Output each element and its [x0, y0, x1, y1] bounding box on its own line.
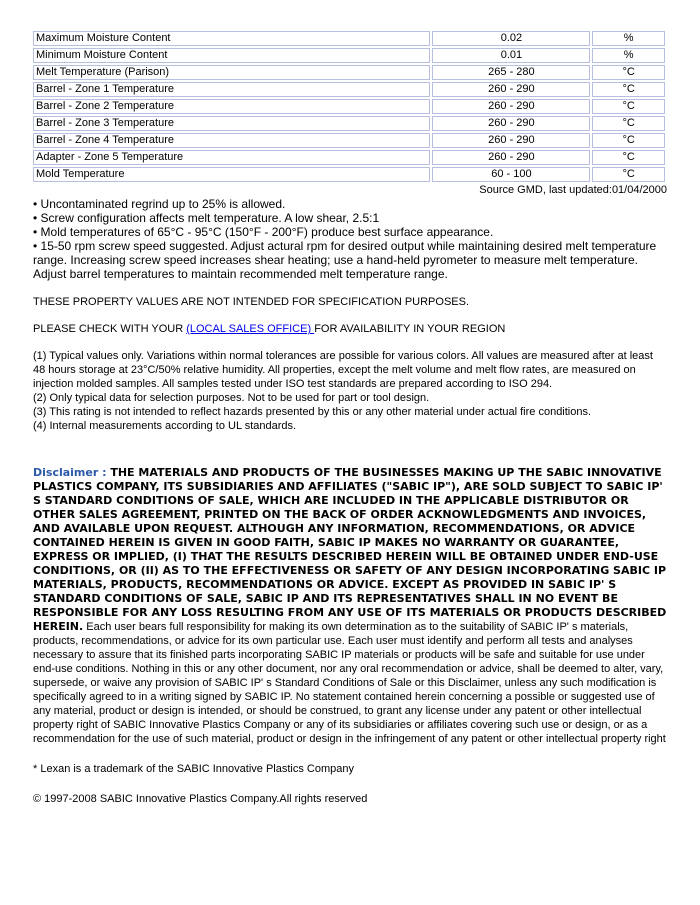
- property-unit: °C: [592, 99, 665, 114]
- property-value: 260 - 290: [432, 133, 590, 148]
- footnotes: [33, 349, 667, 433]
- property-name: Minimum Moisture Content: [33, 48, 430, 63]
- table-row: [33, 48, 665, 63]
- property-unit: °C: [592, 167, 665, 182]
- property-name: Barrel - Zone 3 Temperature: [33, 116, 430, 131]
- trademark-note: * Lexan is a trademark of the SABIC Innovative Plastics Company: [33, 763, 354, 775]
- property-value: 0.01: [432, 48, 590, 63]
- property-value: 0.02: [432, 31, 590, 46]
- table-row: [33, 116, 665, 131]
- property-name: Barrel - Zone 1 Temperature: [33, 82, 430, 97]
- disclaimer: [33, 466, 667, 746]
- copyright-note: © 1997-2008 SABIC Innovative Plastics Company.All rights reserved: [33, 793, 368, 805]
- footnote-item: (3) This rating is not intended to reflect hazards presented by this or any other material under actual fire conditions.: [33, 406, 592, 418]
- property-unit: °C: [592, 116, 665, 131]
- property-name: Mold Temperature: [33, 167, 430, 182]
- property-value: 260 - 290: [432, 150, 590, 165]
- availability-prefix: PLEASE CHECK WITH YOUR: [33, 323, 187, 335]
- property-unit: °C: [592, 133, 665, 148]
- table-row: [33, 167, 665, 182]
- property-name: Barrel - Zone 2 Temperature: [33, 99, 430, 114]
- disclaimer-label: Disclaimer :: [33, 466, 111, 479]
- note-item: • 15-50 rpm screw speed suggested. Adjust actural rpm for desired output while maintaining desired melt temperature range. Increasing screw speed increases shear heating; use a hand-held pyrometer to measure melt temperature. Adjust barrel temperatures to maintain recommended melt temperature range.: [33, 239, 657, 281]
- property-value: 260 - 290: [432, 116, 590, 131]
- property-name: Adapter - Zone 5 Temperature: [33, 150, 430, 165]
- property-value: 260 - 290: [432, 99, 590, 114]
- property-value: 265 - 280: [432, 65, 590, 80]
- property-unit: °C: [592, 150, 665, 165]
- processing-notes: [33, 197, 667, 281]
- availability-line: [33, 322, 667, 336]
- footnote-item: (4) Internal measurements according to UL standards.: [33, 420, 297, 432]
- table-row: [33, 150, 665, 165]
- footnote-item: (1) Typical values only. Variations within normal tolerances are possible for various colors. All values are measured after at least 48 hours storage at 23°C/50% relative humidity. All properties, except the melt volume and melt flow rates, are measured on injection molded samples. All samples tested under ISO test standards are prepared according to ISO 294.: [33, 350, 653, 390]
- note-item: • Screw configuration affects melt temperature. A low shear, 2.5:1: [33, 211, 380, 225]
- table-row: [33, 133, 665, 148]
- processing-parameters-table: [31, 29, 667, 184]
- spec-warning: THESE PROPERTY VALUES ARE NOT INTENDED FOR SPECIFICATION PURPOSES.: [33, 296, 470, 308]
- disclaimer-bold-text: THE MATERIALS AND PRODUCTS OF THE BUSINESSES MAKING UP THE SABIC INNOVATIVE PLASTICS COMPANY, ITS SUBSIDIARIES AND AFFILIATES ("SABIC IP"), ARE SOLD SUBJECT TO SABIC IP' S STANDARD CONDITIONS OF SALE, WHICH ARE INCLUDED IN THE APPLICABLE DISTRIBUTOR OR OTHER SALES AGREEMENT, PRINTED ON THE BACK OF ORDER ACKNOWLEDGMENTS AND INVOICES, AND AVAILABLE UPON REQUEST. ALTHOUGH ANY INFORMATION, RECOMMENDATIONS, OR ADVICE CONTAINED HEREIN IS GIVEN IN GOOD FAITH, SABIC IP MAKES NO WARRANTY OR GUARANTEE, EXPRESS OR IMPLIED, (I) THAT THE RESULTS DESCRIBED HEREIN WILL BE OBTAINED UNDER END-USE CONDITIONS, OR (II) AS TO THE EFFECTIVENESS OR SAFETY OF ANY DESIGN INCORPORATING SABIC IP MATERIALS, PRODUCTS, RECOMMENDATIONS OR ADVICE. EXCEPT AS PROVIDED IN SABIC IP' S STANDARD CONDITIONS OF SALE, SABIC IP AND ITS REPRESENTATIVES SHALL IN NO EVENT BE RESPONSIBLE FOR ANY LOSS RESULTING FROM ANY USE OF ITS MATERIALS OR PRODUCTS DESCRIBED HEREIN.: [33, 466, 667, 633]
- footnote-item: (2) Only typical data for selection purposes. Not to be used for part or tool design.: [33, 392, 430, 404]
- property-name: Maximum Moisture Content: [33, 31, 430, 46]
- property-unit: %: [592, 31, 665, 46]
- property-value: 260 - 290: [432, 82, 590, 97]
- property-value: 60 - 100: [432, 167, 590, 182]
- property-unit: °C: [592, 65, 665, 80]
- source-note: Source GMD, last updated:01/04/2000: [479, 184, 667, 196]
- property-unit: %: [592, 48, 665, 63]
- table-row: [33, 31, 665, 46]
- note-item: • Uncontaminated regrind up to 25% is allowed.: [33, 197, 286, 211]
- datasheet-page: [33, 29, 667, 806]
- table-row: [33, 65, 665, 80]
- property-name: Barrel - Zone 4 Temperature: [33, 133, 430, 148]
- note-item: • Mold temperatures of 65°C - 95°C (150°F - 200°F) produce best surface appearance.: [33, 225, 494, 239]
- property-unit: °C: [592, 82, 665, 97]
- table-row: [33, 99, 665, 114]
- table-row: [33, 82, 665, 97]
- local-sales-office-link[interactable]: (LOCAL SALES OFFICE): [186, 323, 315, 335]
- disclaimer-body-text: Each user bears full responsibility for making its own determination as to the suitability of SABIC IP' s materials, products, recommendations, or advice for its own particular use. Each user must identify and perform all tests and analyses necessary to assure that its finished parts incorporating SABIC IP materials or products will be safe and suitable for use under end-use conditions. Nothing in this or any other document, nor any oral recommendation or advice, shall be deemed to alter, vary, supersede, or waive any provision of SABIC IP' s Standard Conditions of Sale or this Disclaimer, unless any such modification is specifically agreed to in a writing signed by SABIC IP. No statement contained herein concerning a possible or suggested use of any material, product or design is intended, or should be construed, to grant any license under any patent or other intellectual property right of SABIC Innovative Plastics Company or any of its subsidiaries or affiliates covering such use or design, or as a recommendation for the use of such material, product or design in the infringement of any patent or other intellectual property right: [33, 621, 666, 745]
- property-name: Melt Temperature (Parison): [33, 65, 430, 80]
- availability-suffix: FOR AVAILABILITY IN YOUR REGION: [314, 323, 506, 335]
